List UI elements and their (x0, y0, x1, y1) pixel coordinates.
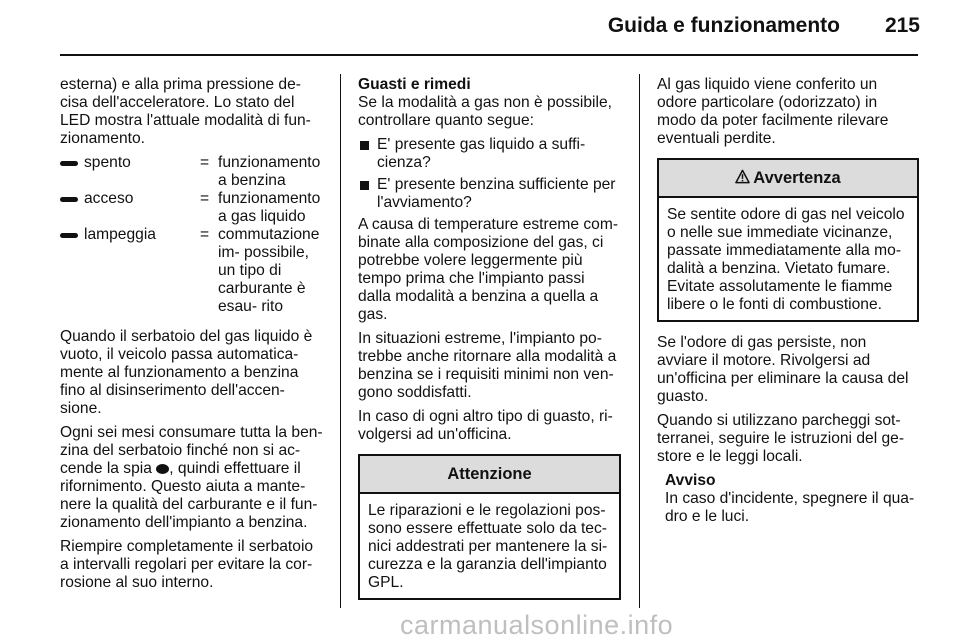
led-state-meaning: commutazione im- possibile, un tipo di carburante è esau- rito (218, 226, 320, 315)
note-body: In caso d'incidente, spegnere il qua- dro e le luci. (665, 490, 915, 525)
led-state-meaning: funzionamento a gas liquido (218, 190, 321, 225)
paragraph: Se la modalità a gas non è possibile, controllare quanto segue: (358, 94, 612, 129)
warning-title: Avvertenza (753, 169, 841, 187)
paragraph: In situazioni estreme, l'impianto po- trebbe anche ritornare alla modalità a benzina se i requisiti minimi non ven- gono soddisfatti. (358, 330, 617, 401)
column-1 (60, 76, 324, 598)
led-state-label: acceso (84, 190, 134, 207)
led-state-label: spento (84, 154, 131, 171)
warning-box (657, 158, 919, 322)
led-state-row (60, 226, 324, 316)
bullet-item (358, 136, 621, 172)
paragraph: Riempire completamente il serbatoio a intervalli regolari per evitare la cor- rosione al suo interno. (60, 538, 314, 591)
paragraph: Al gas liquido viene conferito un odore particolare (odorizzato) in modo da poter facilmente rilevare eventuali perdite. (657, 76, 889, 147)
bullet-icon (360, 181, 369, 190)
equals-sign: = (200, 154, 210, 171)
column-divider (639, 74, 640, 608)
bullet-item (358, 176, 621, 212)
equals-sign: = (200, 190, 210, 207)
fuel-indicator-icon (156, 464, 169, 474)
paragraph: Quando il serbatoio del gas liquido è vuoto, il veicolo passa automatica- mente al funzionamento a benzina fino al disinserimento dell'accen- sione. (60, 328, 313, 417)
paragraph: Se l'odore di gas persiste, non avviare il motore. Rivolgersi ad un'officina per eliminare la causa del guasto. (657, 334, 909, 405)
warning-body: Se sentite odore di gas nel veicolo o nelle sue immediate vicinanze, passate immediatamente alla mo- dalità a benzina. Vietato fumare. Evitate assolutamente le fiamme libere o le fonti di combustione. (667, 206, 905, 313)
bullet-text: E' presente gas liquido a suffi- cienza? (377, 136, 586, 171)
attention-box (358, 454, 621, 600)
text-fragment: , quindi effettuare il rifornimento. Questo aiuta a mante- nere la qualità del carburante e il fun- zionamento dell'impianto a benzina. (60, 460, 318, 531)
warning-header (659, 160, 917, 198)
paragraph (60, 424, 324, 532)
paragraph: In caso di ogni altro tipo di guasto, ri- volgersi ad un'officina. (358, 408, 613, 443)
note-title: Avviso (665, 472, 716, 489)
page-number: 215 (884, 14, 920, 37)
section-heading: Guasti e rimedi (358, 76, 471, 93)
bullet-icon (360, 141, 369, 150)
attention-body: Le riparazioni e le regolazioni pos- sono essere effettuate solo da tec- nici addestrati per mantenere la si- curezza e la garanzia dell'impianto GPL. (368, 502, 608, 591)
note-block (657, 472, 919, 526)
header-rule (60, 54, 918, 56)
column-2 (358, 76, 621, 600)
led-state-label: lampeggia (84, 226, 156, 243)
led-icon (60, 233, 78, 238)
paragraph: A causa di temperature estreme com- binate alla composizione del gas, ci potrebbe volere leggermente più tempo prima che l'impianto passi dalla modalità a benzina a quella a gas. (358, 216, 619, 323)
watermark: carmanualsonline.info (400, 610, 674, 640)
equals-sign: = (200, 226, 210, 243)
led-icon (60, 197, 78, 202)
column-divider (340, 74, 341, 608)
attention-title: Attenzione (360, 456, 619, 494)
text-fragment: Ogni sei mesi consumare tutta la ben- zina del serbatoio finché non si ac- cende la spia (60, 424, 323, 477)
page-header-title: Guida e funzionamento (607, 14, 840, 37)
paragraph: Quando si utilizzano parcheggi sot- terranei, seguire le istruzioni del ge- store e le leggi locali. (657, 412, 905, 465)
led-state-table (60, 154, 324, 316)
paragraph: esterna) e alla prima pressione de- cisa dell'acceleratore. Lo stato del LED mostra l'attuale modalità di fun- zionamento. (60, 76, 311, 147)
bullet-text: E' presente benzina sufficiente per l'avviamento? (377, 176, 616, 211)
led-icon (60, 161, 78, 166)
led-state-row (60, 190, 324, 226)
led-state-meaning: funzionamento a benzina (218, 154, 321, 189)
led-state-row (60, 154, 324, 190)
column-3 (657, 76, 919, 526)
warning-triangle-icon (735, 169, 750, 184)
